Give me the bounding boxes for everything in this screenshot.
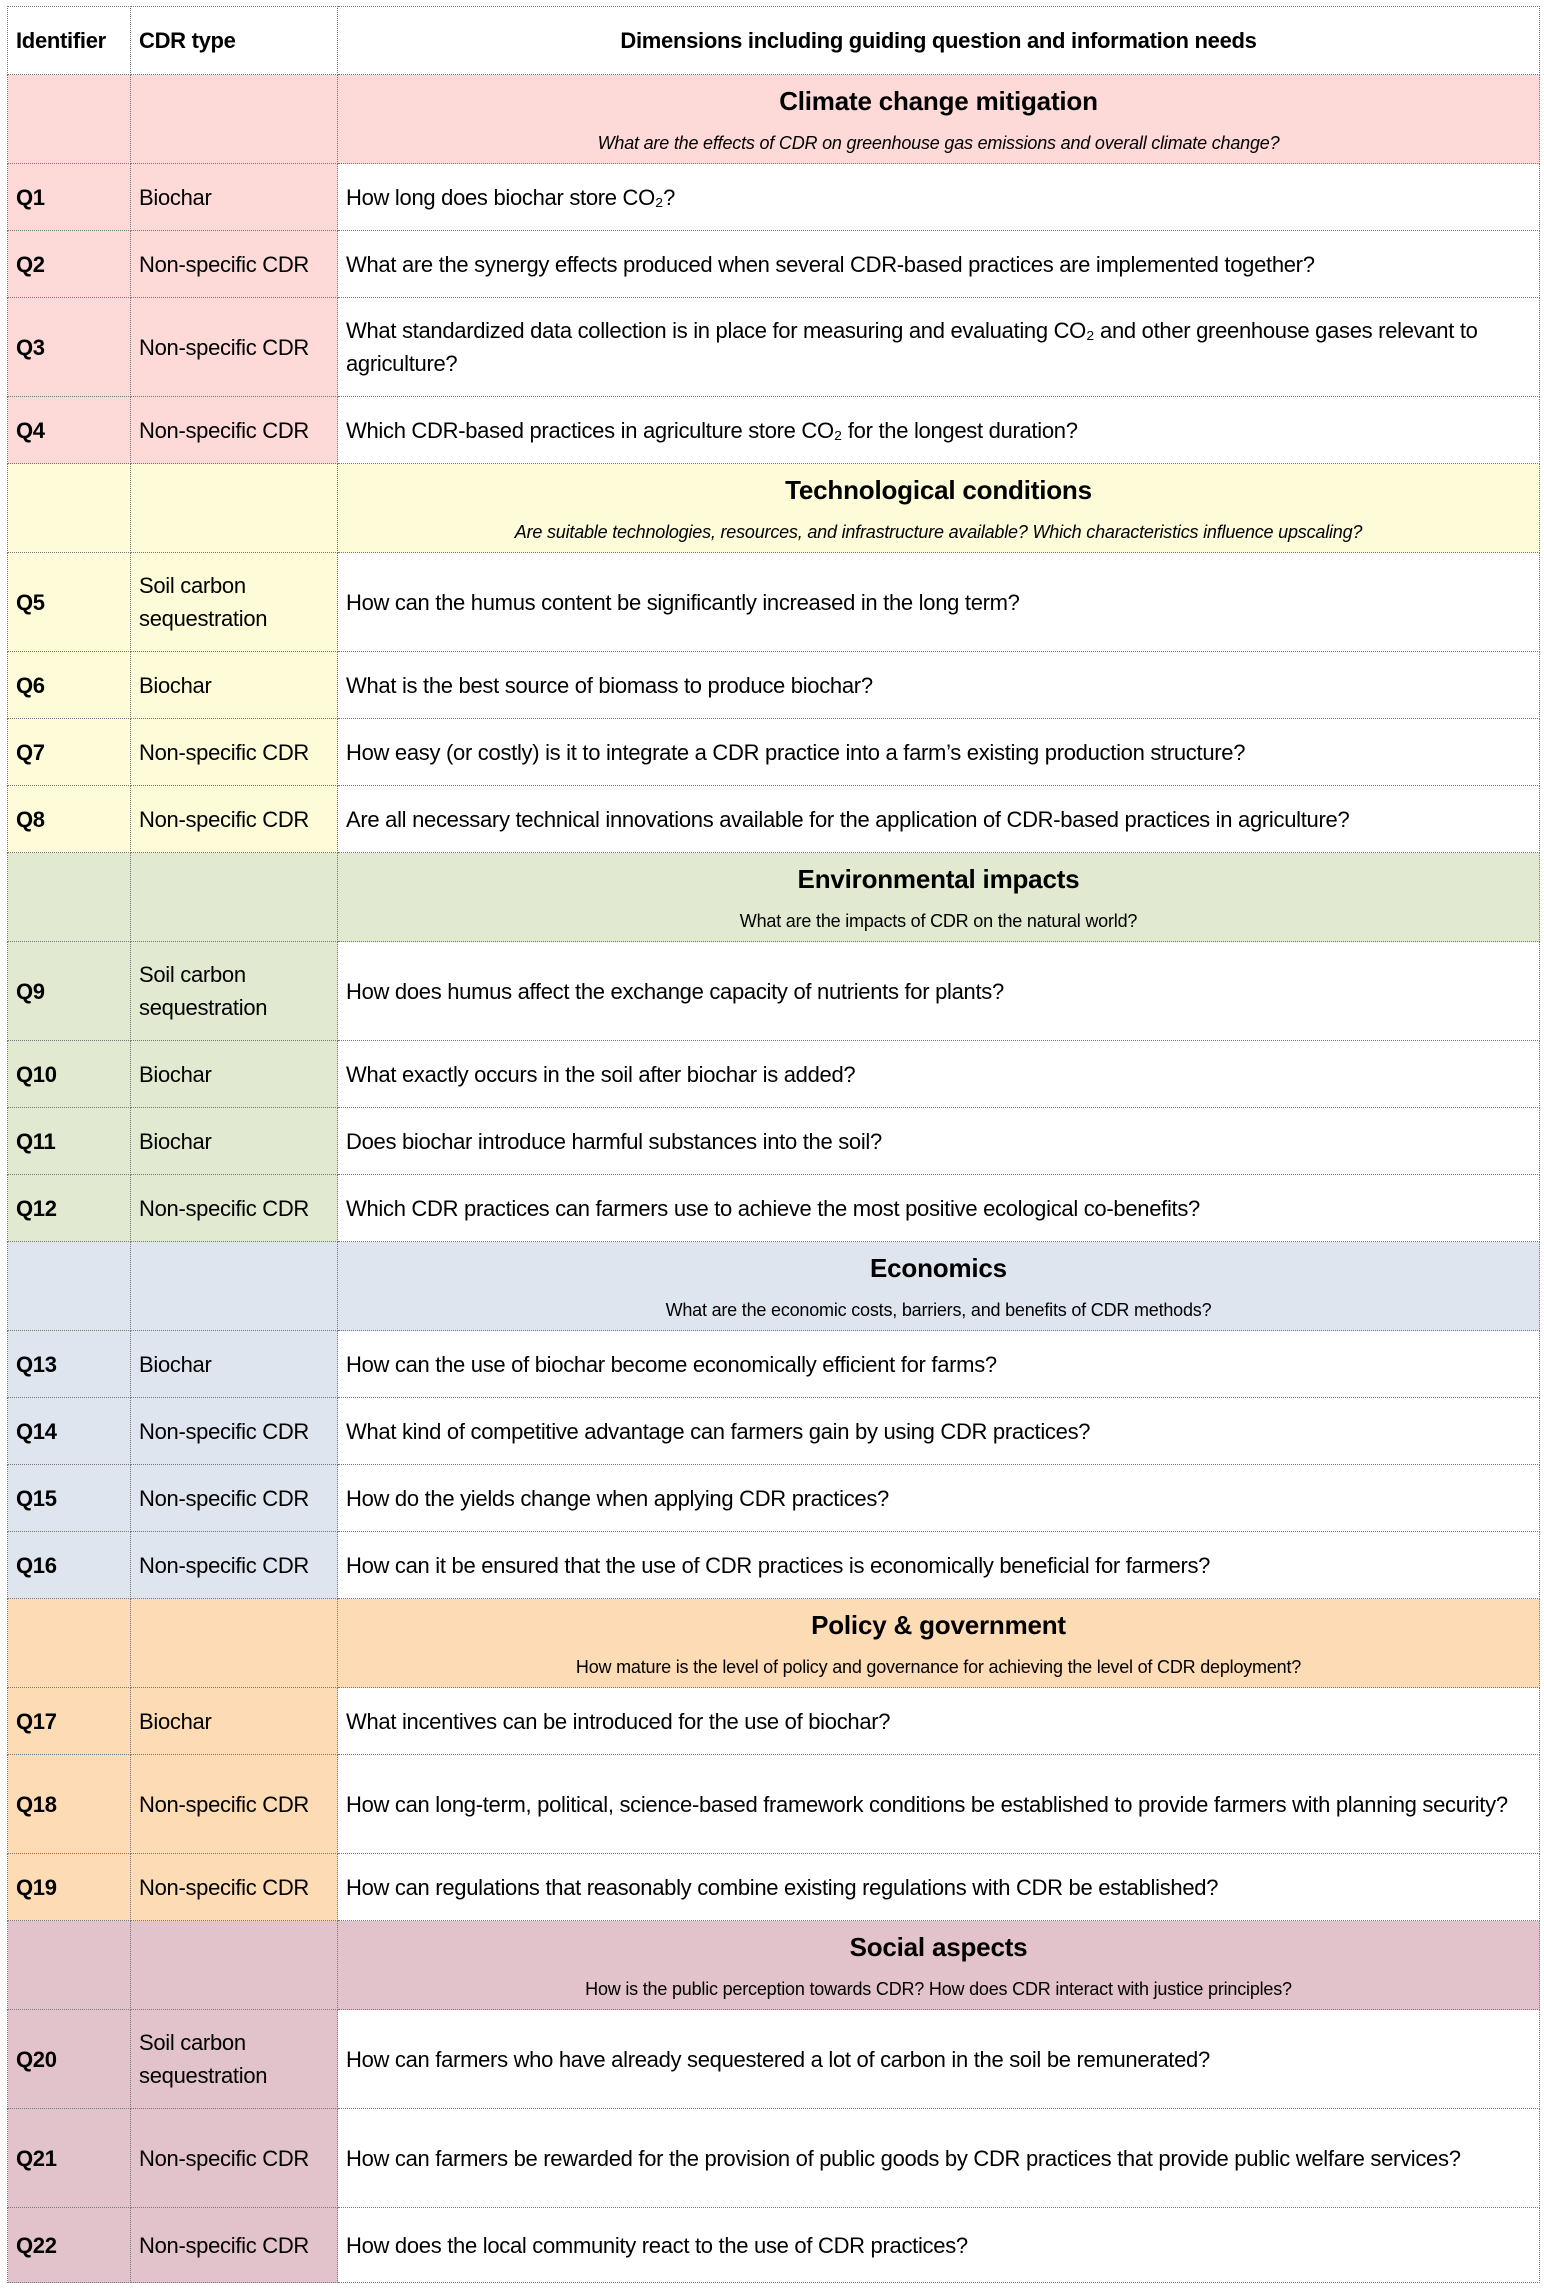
- table-row: [8, 2010, 1540, 2109]
- header-row: [8, 7, 1540, 75]
- table-row: [8, 719, 1540, 786]
- row-identifier: Q12: [8, 1175, 131, 1242]
- row-identifier: Q1: [8, 164, 131, 231]
- row-identifier: Q9: [8, 942, 131, 1041]
- row-identifier: Q17: [8, 1688, 131, 1755]
- section-empty-id: [8, 464, 131, 553]
- table-row: [8, 942, 1540, 1041]
- row-question: How do the yields change when applying CDR practices?: [338, 1465, 1540, 1532]
- row-identifier: Q15: [8, 1465, 131, 1532]
- section-heading: [338, 464, 1540, 553]
- row-question: Are all necessary technical innovations available for the application of CDR-based practices in agriculture?: [338, 786, 1540, 853]
- section-title: Social aspects: [849, 1932, 1028, 1962]
- section-row-social: [8, 1921, 1540, 2010]
- section-heading: [338, 1242, 1540, 1331]
- row-cdr-type: Soil carbon sequestration: [131, 942, 338, 1041]
- table-row: [8, 1041, 1540, 1108]
- section-empty-type: [131, 1242, 338, 1331]
- table-row: [8, 652, 1540, 719]
- row-question: How can farmers be rewarded for the provision of public goods by CDR practices that provide public welfare services?: [338, 2109, 1540, 2208]
- row-cdr-type: Non-specific CDR: [131, 1854, 338, 1921]
- row-question: What incentives can be introduced for the use of biochar?: [338, 1688, 1540, 1755]
- row-question: What is the best source of biomass to produce biochar?: [338, 652, 1540, 719]
- row-cdr-type: Biochar: [131, 1331, 338, 1398]
- row-cdr-type: Biochar: [131, 1108, 338, 1175]
- row-identifier: Q4: [8, 397, 131, 464]
- row-cdr-type: Soil carbon sequestration: [131, 553, 338, 652]
- section-heading: [338, 75, 1540, 164]
- section-empty-type: [131, 853, 338, 942]
- header-dimensions: Dimensions including guiding question and information needs: [338, 7, 1540, 75]
- section-subtitle: What are the economic costs, barriers, and benefits of CDR methods?: [665, 1300, 1212, 1320]
- row-question: What are the synergy effects produced when several CDR-based practices are implemented together?: [338, 231, 1540, 298]
- section-subtitle: How is the public perception towards CDR? How does CDR interact with justice principles?: [585, 1979, 1292, 1999]
- row-identifier: Q16: [8, 1532, 131, 1599]
- section-heading: [338, 1599, 1540, 1688]
- row-cdr-type: Non-specific CDR: [131, 786, 338, 853]
- row-question: How easy (or costly) is it to integrate a CDR practice into a farm’s existing production structure?: [338, 719, 1540, 786]
- row-question: What standardized data collection is in place for measuring and evaluating CO₂ and other greenhouse gases relevant to agriculture?: [338, 298, 1540, 397]
- row-identifier: Q10: [8, 1041, 131, 1108]
- section-empty-id: [8, 1242, 131, 1331]
- row-question: How can the use of biochar become economically efficient for farms?: [338, 1331, 1540, 1398]
- cdr-questions-table: [7, 6, 1540, 2283]
- row-question: What exactly occurs in the soil after biochar is added?: [338, 1041, 1540, 1108]
- section-row-climate: [8, 75, 1540, 164]
- section-empty-id: [8, 1921, 131, 2010]
- row-question: How can farmers who have already sequestered a lot of carbon in the soil be remunerated?: [338, 2010, 1540, 2109]
- row-question: How does humus affect the exchange capacity of nutrients for plants?: [338, 942, 1540, 1041]
- header-cdr-type: CDR type: [131, 7, 338, 75]
- section-heading: [338, 1921, 1540, 2010]
- section-empty-type: [131, 464, 338, 553]
- section-row-policy: [8, 1599, 1540, 1688]
- row-question: How can the humus content be significantly increased in the long term?: [338, 553, 1540, 652]
- row-identifier: Q5: [8, 553, 131, 652]
- table-row: [8, 2208, 1540, 2283]
- table-row: [8, 298, 1540, 397]
- section-subtitle: How mature is the level of policy and governance for achieving the level of CDR deployment?: [575, 1657, 1302, 1677]
- row-cdr-type: Non-specific CDR: [131, 1465, 338, 1532]
- row-identifier: Q11: [8, 1108, 131, 1175]
- table-row: [8, 231, 1540, 298]
- section-row-environmental: [8, 853, 1540, 942]
- row-cdr-type: Biochar: [131, 652, 338, 719]
- row-question: How can regulations that reasonably combine existing regulations with CDR be established?: [338, 1854, 1540, 1921]
- row-identifier: Q14: [8, 1398, 131, 1465]
- section-empty-type: [131, 75, 338, 164]
- table-row: [8, 1854, 1540, 1921]
- table-row: [8, 397, 1540, 464]
- row-question: Which CDR practices can farmers use to achieve the most positive ecological co-benefits?: [338, 1175, 1540, 1242]
- row-question: What kind of competitive advantage can farmers gain by using CDR practices?: [338, 1398, 1540, 1465]
- table-row: [8, 164, 1540, 231]
- row-identifier: Q21: [8, 2109, 131, 2208]
- table-row: [8, 1331, 1540, 1398]
- table-row: [8, 2109, 1540, 2208]
- row-identifier: Q8: [8, 786, 131, 853]
- table-row: [8, 786, 1540, 853]
- row-identifier: Q7: [8, 719, 131, 786]
- row-cdr-type: Biochar: [131, 1688, 338, 1755]
- row-question: How can it be ensured that the use of CDR practices is economically beneficial for farmers?: [338, 1532, 1540, 1599]
- section-row-technological: [8, 464, 1540, 553]
- row-cdr-type: Non-specific CDR: [131, 2109, 338, 2208]
- section-subtitle: What are the impacts of CDR on the natural world?: [739, 911, 1138, 931]
- row-identifier: Q6: [8, 652, 131, 719]
- row-cdr-type: Non-specific CDR: [131, 1532, 338, 1599]
- table-row: [8, 1175, 1540, 1242]
- row-question: How can long-term, political, science-based framework conditions be established to provide farmers with planning security?: [338, 1755, 1540, 1854]
- table-row: [8, 553, 1540, 652]
- section-empty-type: [131, 1921, 338, 2010]
- section-title: Economics: [870, 1253, 1007, 1283]
- table-row: [8, 1755, 1540, 1854]
- section-row-economics: [8, 1242, 1540, 1331]
- row-cdr-type: Non-specific CDR: [131, 298, 338, 397]
- row-cdr-type: Biochar: [131, 1041, 338, 1108]
- row-cdr-type: Soil carbon sequestration: [131, 2010, 338, 2109]
- table-row: [8, 1398, 1540, 1465]
- section-empty-id: [8, 1599, 131, 1688]
- table-row: [8, 1688, 1540, 1755]
- section-subtitle: What are the effects of CDR on greenhouse gas emissions and overall climate change?: [597, 133, 1280, 153]
- table-row: [8, 1532, 1540, 1599]
- section-heading: [338, 853, 1540, 942]
- section-title: Technological conditions: [785, 475, 1092, 505]
- section-empty-id: [8, 853, 131, 942]
- row-question: Does biochar introduce harmful substances into the soil?: [338, 1108, 1540, 1175]
- row-question: Which CDR-based practices in agriculture store CO₂ for the longest duration?: [338, 397, 1540, 464]
- row-question: How does the local community react to the use of CDR practices?: [338, 2208, 1540, 2283]
- row-identifier: Q20: [8, 2010, 131, 2109]
- row-question: How long does biochar store CO₂?: [338, 164, 1540, 231]
- row-cdr-type: Non-specific CDR: [131, 1398, 338, 1465]
- section-empty-id: [8, 75, 131, 164]
- section-title: Environmental impacts: [797, 864, 1080, 894]
- row-identifier: Q13: [8, 1331, 131, 1398]
- section-empty-type: [131, 1599, 338, 1688]
- section-title: Climate change mitigation: [779, 86, 1098, 116]
- row-cdr-type: Non-specific CDR: [131, 1175, 338, 1242]
- table-row: [8, 1465, 1540, 1532]
- row-cdr-type: Biochar: [131, 164, 338, 231]
- table-row: [8, 1108, 1540, 1175]
- row-cdr-type: Non-specific CDR: [131, 719, 338, 786]
- row-identifier: Q18: [8, 1755, 131, 1854]
- row-identifier: Q19: [8, 1854, 131, 1921]
- row-cdr-type: Non-specific CDR: [131, 1755, 338, 1854]
- row-cdr-type: Non-specific CDR: [131, 397, 338, 464]
- row-identifier: Q22: [8, 2208, 131, 2283]
- header-identifier: Identifier: [8, 7, 131, 75]
- section-title: Policy & government: [811, 1610, 1066, 1640]
- row-cdr-type: Non-specific CDR: [131, 2208, 338, 2283]
- section-subtitle: Are suitable technologies, resources, and infrastructure available? Which characteristics influence upscaling?: [514, 522, 1363, 542]
- row-identifier: Q3: [8, 298, 131, 397]
- row-identifier: Q2: [8, 231, 131, 298]
- row-cdr-type: Non-specific CDR: [131, 231, 338, 298]
